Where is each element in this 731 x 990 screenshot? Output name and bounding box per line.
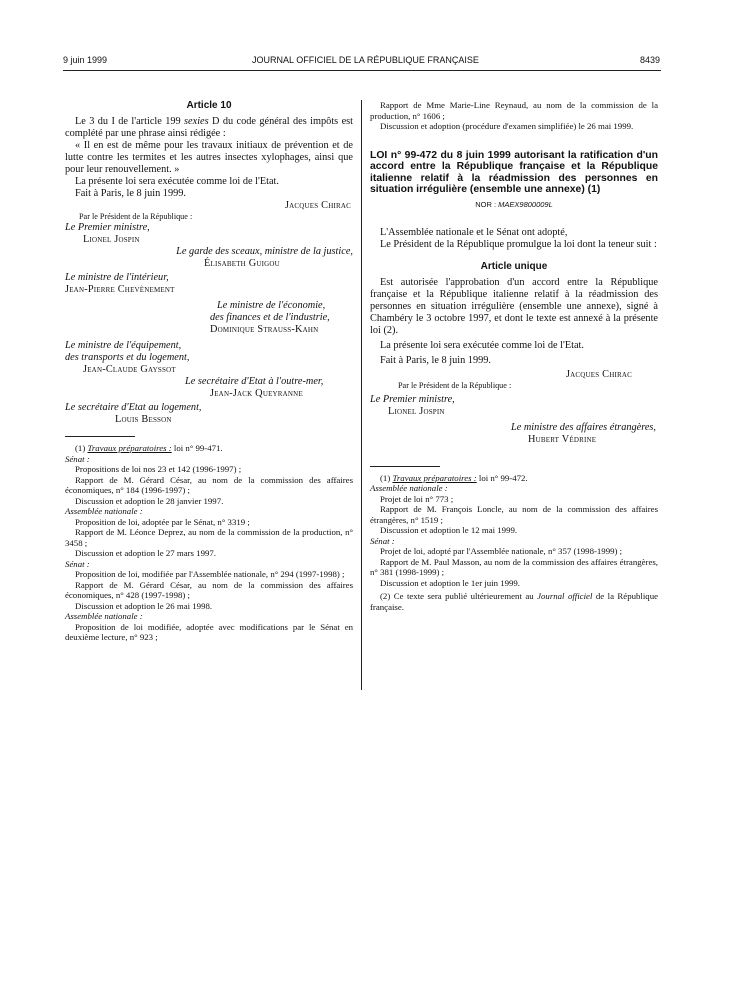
footnote-item: Propositions de loi nos 23 et 142 (1996-1997) ;	[75, 464, 242, 474]
footnote-1-intro: (1) Travaux préparatoires : loi n° 99-471.	[75, 443, 223, 453]
foreign-minister-title: Le ministre des affaires étrangères,	[510, 421, 656, 433]
justice-minister-name: Élisabeth Guigou	[204, 258, 280, 269]
nor-reference: NOR : MAEX9800009L	[475, 199, 553, 209]
footnote-item: Discussion et adoption le 28 janvier 1997.	[75, 495, 224, 506]
footnote-item: Discussion et adoption le 26 mai 1998.	[75, 600, 213, 611]
footnote-item: Projet de loi n° 773 ;	[380, 493, 454, 504]
housing-secretary-title: Le secrétaire d'Etat au logement,	[65, 402, 202, 413]
signature-place-date: Fait à Paris, le 8 juin 1999.	[380, 354, 491, 366]
article-10-title: Article 10	[186, 100, 232, 111]
page-header	[0, 55, 731, 69]
column-divider	[361, 100, 362, 690]
equipment-minister-name: Jean-Claude Gayssot	[83, 364, 176, 375]
header-date: 9 juin 1999	[63, 55, 108, 65]
article-unique-title: Article unique	[480, 260, 548, 272]
footnote-item: Proposition de loi, modifiée par l'Assemblée nationale, n° 294 (1997-1998) ;	[75, 569, 345, 579]
housing-secretary-name: Louis Besson	[115, 414, 172, 425]
footnote-item: Discussion et adoption (procédure d'examen simplifiée) le 26 mai 1999.	[380, 121, 634, 131]
pm-name: Lionel Jospin	[388, 405, 445, 417]
foreign-minister-name: Hubert Védrine	[528, 433, 597, 445]
right-column	[370, 100, 658, 612]
footnote-2: (2) Ce texte sera publié ultérieurement au Journal officiel de la République française.	[370, 591, 658, 612]
justice-minister-title: Le garde des sceaux, ministre de la justice,	[176, 246, 353, 257]
header-rule	[63, 70, 661, 71]
law-title: LOI n° 99-472 du 8 juin 1999 autorisant la ratification d'un accord entre la République française et la République italienne relatif à la réadmission des personnes en situation irrégulière (ensemble une annexe) (1)	[370, 149, 658, 195]
interior-minister-title: Le ministre de l'intérieur,	[65, 272, 169, 283]
footnote-item: Discussion et adoption le 27 mars 1997.	[75, 548, 216, 558]
right-continued-footnotes	[370, 100, 658, 132]
adoption-statement: L'Assemblée nationale et le Sénat ont adopté,	[380, 226, 568, 238]
outremer-secretary-name: Jean-Jack Queyranne	[210, 388, 303, 399]
interior-minister-name: Jean-Pierre Chevènement	[65, 284, 175, 295]
footnote-assembly-heading: Assemblée nationale :	[370, 483, 448, 493]
footnote-item: Rapport de M. Gérard César, au nom de la commission des affaires économiques, n° 428 (1997-1998) ;	[65, 579, 353, 600]
footnote-assembly-heading: Assemblée nationale :	[65, 506, 143, 516]
footnote-assembly-heading: Assemblée nationale :	[65, 611, 143, 621]
left-footnotes	[65, 443, 353, 643]
footnote-item: Rapport de M. Léonce Deprez, au nom de la commission de la production, n° 3458 ;	[65, 527, 353, 548]
right-footnotes	[370, 473, 658, 613]
header-page-number: 8439	[639, 55, 660, 65]
footnote-senate-heading: Sénat :	[65, 558, 90, 569]
header-journal: JOURNAL OFFICIEL DE LA RÉPUBLIQUE FRANÇAISE	[252, 55, 479, 65]
footnote-item: Rapport de M. François Loncle, au nom de la commission des affaires étrangères, n° 1519 ;	[370, 504, 658, 525]
footnote-item: Projet de loi, adopté par l'Assemblée nationale, n° 357 (1998-1999) ;	[380, 546, 623, 556]
footnote-senate-heading: Sénat :	[65, 453, 90, 464]
article-10-quote: « Il en est de même pour les travaux initiaux de prévention et de lutte contre les termites et les autres insectes xylophages, ainsi que pour leur renouvellement. »	[65, 140, 353, 175]
equipment-minister-title-1: Le ministre de l'équipement,	[65, 340, 182, 351]
article-unique-text: Est autorisée l'approbation d'un accord entre la République française et la République italienne relatif à la réadmission des personnes en situation irrégulière (ensemble une annexe), signé à Chambéry le 3 octobre 1997, et dont le texte est annexé à la présente loi (2).	[370, 276, 658, 336]
by-president-line: Par le Président de la République :	[79, 212, 193, 221]
president-signature: Jacques Chirac	[284, 200, 351, 211]
pm-title: Le Premier ministre,	[370, 393, 455, 405]
law-execution-clause: La présente loi sera exécutée comme loi de l'Etat.	[75, 176, 279, 187]
law-execution-clause: La présente loi sera exécutée comme loi de l'Etat.	[380, 339, 584, 351]
signature-place-date: Fait à Paris, le 8 juin 1999.	[75, 188, 186, 199]
footnote-item: Discussion et adoption le 12 mai 1999.	[380, 525, 518, 535]
footnote-1-intro: (1) Travaux préparatoires : loi n° 99-472.	[380, 472, 528, 483]
footnote-item: Proposition de loi modifiée, adoptée avec modifications par le Sénat en deuxième lecture, n° 923 ;	[65, 621, 353, 642]
equipment-minister-title-2: des transports et du logement,	[65, 352, 190, 363]
pm-title: Le Premier ministre,	[65, 222, 150, 233]
economy-minister-name: Dominique Strauss-Kahn	[210, 324, 319, 335]
economy-minister-title-2: des finances et de l'industrie,	[210, 312, 330, 323]
footnote-item: Proposition de loi, adoptée par le Sénat, n° 3319 ;	[75, 516, 250, 527]
footnote-item: Discussion et adoption le 1er juin 1999.	[380, 577, 520, 588]
president-signature: Jacques Chirac	[565, 368, 632, 380]
left-column	[65, 100, 353, 643]
economy-minister-title-1: Le ministre de l'économie,	[217, 300, 326, 311]
pm-name: Lionel Jospin	[83, 234, 140, 245]
promulgation-statement: Le Président de la République promulgue la loi dont la teneur suit :	[380, 238, 657, 250]
footnote-senate-heading: Sénat :	[370, 535, 395, 546]
footnote-item: Rapport de M. Paul Masson, au nom de la commission des affaires étrangères, n° 381 (1998-1999) ;	[370, 556, 658, 577]
footnote-rule	[370, 466, 440, 467]
outremer-secretary-title: Le secrétaire d'Etat à l'outre-mer,	[185, 376, 324, 387]
footnote-item: Rapport de Mme Marie-Line Reynaud, au nom de la commission de la production, n° 1606 ;	[370, 100, 658, 121]
by-president-line: Par le Président de la République :	[398, 380, 512, 390]
footnote-item: Rapport de M. Gérard César, au nom de la commission des affaires économiques, n° 184 (1996-1997) ;	[65, 474, 353, 495]
article-10-paragraph: Le 3 du I de l'article 199 sexies D du code général des impôts est complété par une phrase ainsi rédigée :	[65, 116, 354, 139]
footnote-rule	[65, 436, 135, 437]
